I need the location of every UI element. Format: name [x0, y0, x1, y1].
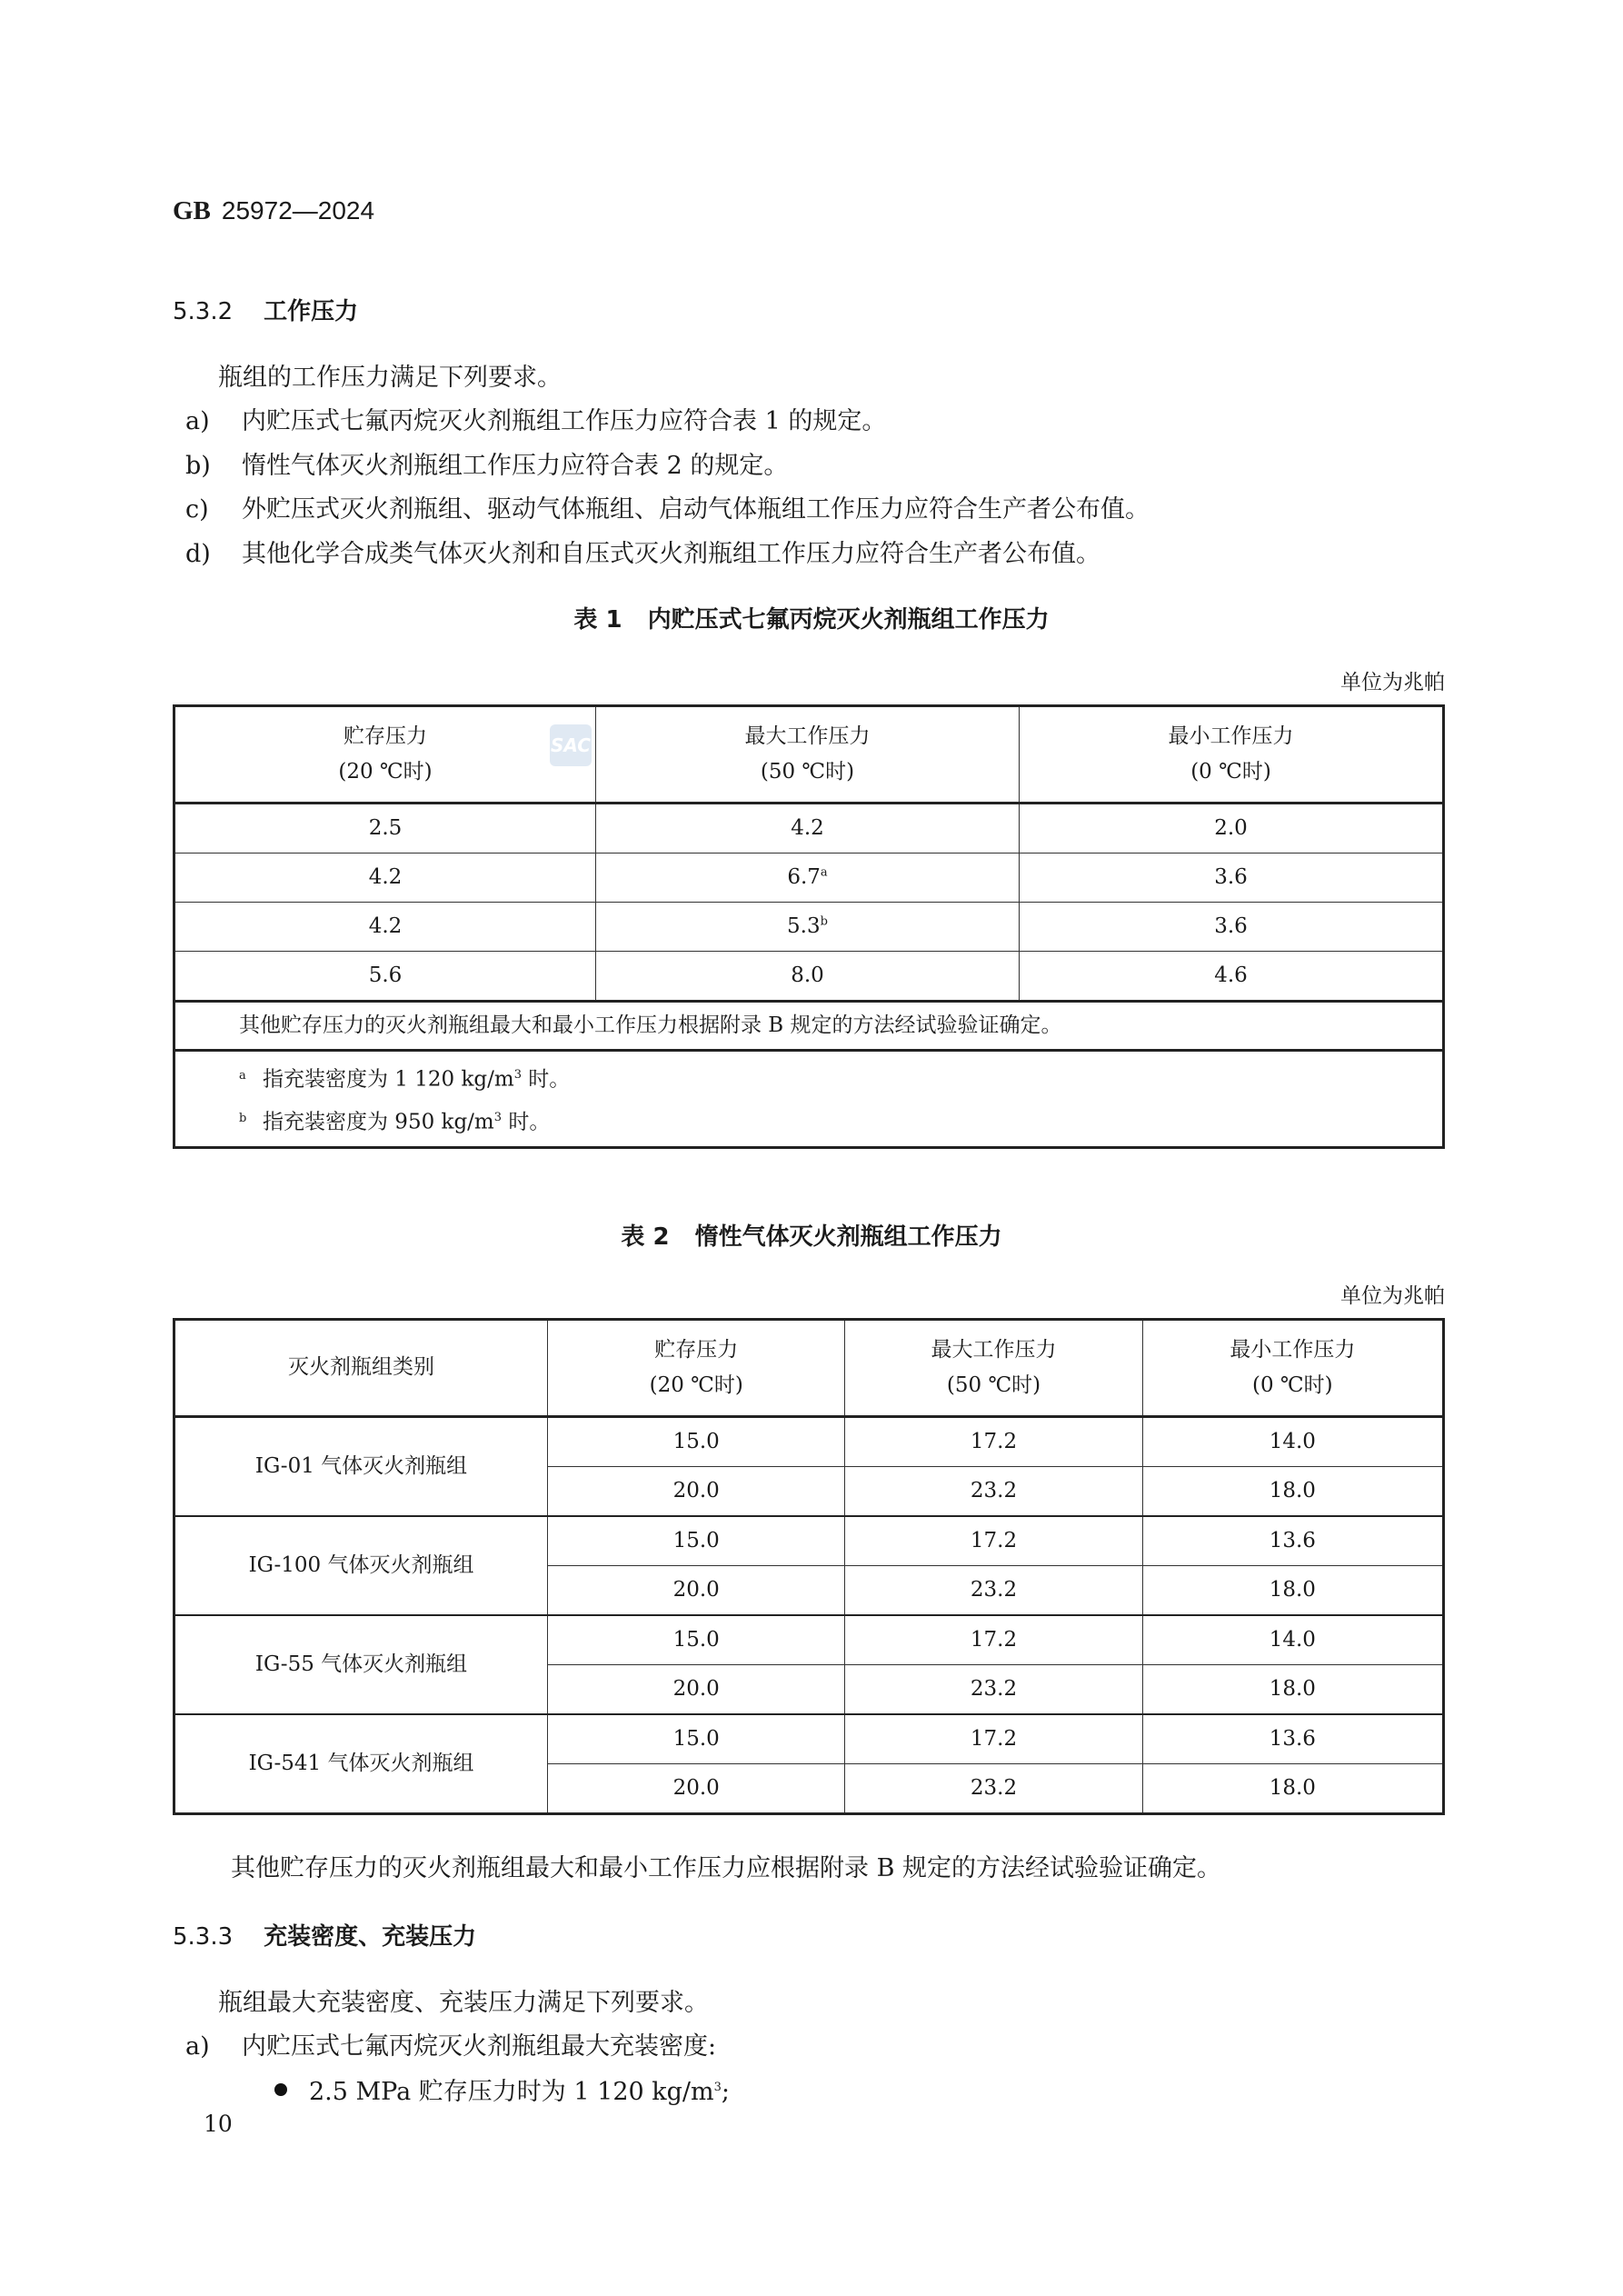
cell-storage: 20.0	[548, 1665, 845, 1715]
section-heading-533	[173, 1918, 476, 1952]
cell-min: 3.6	[1020, 854, 1444, 903]
header-cell	[1020, 706, 1444, 804]
footnote	[239, 1099, 1442, 1142]
standard-prefix: GB	[173, 196, 211, 225]
footnote	[239, 1056, 1442, 1099]
list-marker: a)	[185, 2032, 210, 2061]
header-line: 贮存压力	[654, 1337, 739, 1362]
table-row	[174, 804, 1444, 854]
group-name: IG-01 气体灭火剂瓶组	[174, 1417, 548, 1517]
cell-min: 2.0	[1020, 804, 1444, 854]
section-heading-532	[173, 293, 358, 326]
header-cell	[174, 706, 596, 804]
cell-max: 23.2	[845, 1467, 1142, 1517]
footnote-text: 指充装密度为 950 kg/m	[263, 1110, 494, 1134]
bullet-tail: ;	[721, 2078, 730, 2106]
cell-min: 18.0	[1142, 1467, 1443, 1517]
cell-storage: 20.0	[548, 1764, 845, 1814]
section-intro: 瓶组的工作压力满足下列要求。	[218, 364, 562, 392]
cell-storage: 4.2	[174, 854, 596, 903]
table1-number: 表 1	[573, 606, 622, 634]
header-line: 最小工作压力	[1168, 724, 1294, 748]
cell-max: 17.2	[845, 1417, 1142, 1467]
cell-min: 3.6	[1020, 903, 1444, 952]
table-row	[174, 1615, 1444, 1665]
superscript: 3	[493, 1111, 503, 1124]
bullet-icon	[274, 2083, 287, 2096]
section-number: 5.3.3	[173, 1923, 234, 1951]
cell-max: 23.2	[845, 1764, 1142, 1814]
list-item	[185, 401, 886, 436]
cell-max: 17.2	[845, 1516, 1142, 1566]
list-text: 其他化学合成类气体灭火剂和自压式灭火剂瓶组工作压力应符合生产者公布值。	[242, 540, 1100, 568]
bullet-text: 2.5 MPa 贮存压力时为 1 120 kg/m	[309, 2078, 714, 2106]
cell-storage: 20.0	[548, 1566, 845, 1616]
cell-storage: 15.0	[548, 1516, 845, 1566]
header-line: 灭火剂瓶组类别	[288, 1355, 435, 1380]
cell-value: 4.2	[791, 815, 824, 840]
header-line: 最大工作压力	[744, 724, 871, 748]
footnote-tail: 时。	[521, 1068, 571, 1092]
footnote-ref: a	[820, 865, 828, 880]
table-row	[174, 952, 1444, 1002]
table2-unit: 单位为兆帕	[1340, 1284, 1445, 1308]
footnote-tail: 时。	[502, 1110, 551, 1134]
cell-value: 5.3	[787, 913, 821, 938]
table-row	[174, 1417, 1444, 1467]
header-cell	[596, 706, 1020, 804]
superscript: 3	[713, 2081, 722, 2094]
table-row	[174, 854, 1444, 903]
header-line: 最大工作压力	[931, 1337, 1057, 1362]
cell-min: 14.0	[1142, 1417, 1443, 1467]
cell-storage: 15.0	[548, 1615, 845, 1665]
table2-header-row	[174, 1320, 1444, 1417]
list-text: 惰性气体灭火剂瓶组工作压力应符合表 2 的规定。	[242, 452, 789, 480]
cell-max: 17.2	[845, 1615, 1142, 1665]
cell-min: 13.6	[1142, 1516, 1443, 1566]
header-line: (20 ℃时)	[649, 1373, 743, 1397]
cell-max: 23.2	[845, 1665, 1142, 1715]
table2-caption: 惰性气体灭火剂瓶组工作压力	[694, 1223, 1002, 1251]
cell-min: 14.0	[1142, 1615, 1443, 1665]
cell-storage: 20.0	[548, 1467, 845, 1517]
table-row	[174, 903, 1444, 952]
cell-max: 23.2	[845, 1566, 1142, 1616]
list-item	[185, 2026, 716, 2061]
superscript: 3	[513, 1068, 522, 1083]
header-line: (50 ℃时)	[760, 760, 855, 784]
header-cell	[845, 1320, 1142, 1417]
table-row	[174, 1714, 1444, 1764]
header-line: (50 ℃时)	[946, 1373, 1041, 1397]
header-cell	[1142, 1320, 1443, 1417]
table-row	[174, 1516, 1444, 1566]
cell-max	[596, 952, 1020, 1002]
cell-value: 8.0	[791, 963, 824, 987]
table2-number: 表 2	[621, 1223, 670, 1251]
standard-number: 25972—2024	[221, 196, 375, 225]
list-text: 内贮压式七氟丙烷灭火剂瓶组最大充装密度:	[242, 2032, 717, 2061]
header-line: (0 ℃时)	[1252, 1373, 1333, 1397]
header-cell	[174, 1320, 548, 1417]
table1-unit: 单位为兆帕	[1340, 671, 1445, 694]
sac-watermark-logo: SAC	[550, 724, 592, 766]
header-line: (20 ℃时)	[338, 760, 433, 784]
cell-min: 18.0	[1142, 1665, 1443, 1715]
list-marker: c)	[185, 495, 209, 524]
footnote-text: 指充装密度为 1 120 kg/m	[263, 1068, 514, 1092]
section-title: 工作压力	[264, 298, 359, 325]
cell-storage: 4.2	[174, 903, 596, 952]
cell-min: 13.6	[1142, 1714, 1443, 1764]
standard-code	[173, 196, 374, 226]
header-line: 最小工作压力	[1230, 1337, 1356, 1362]
table1-note-row	[174, 1002, 1444, 1051]
list-item	[185, 489, 1150, 524]
header-line: 贮存压力	[344, 724, 427, 748]
group-name: IG-55 气体灭火剂瓶组	[174, 1615, 548, 1714]
table1-header-row	[174, 706, 1444, 804]
list-marker: d)	[185, 540, 211, 568]
group-name: IG-100 气体灭火剂瓶组	[174, 1516, 548, 1615]
list-marker: a)	[185, 407, 210, 435]
cell-max: 17.2	[845, 1714, 1142, 1764]
list-text: 外贮压式灭火剂瓶组、驱动气体瓶组、启动气体瓶组工作压力应符合生产者公布值。	[242, 495, 1150, 524]
list-item	[185, 445, 788, 481]
group-name: IG-541 气体灭火剂瓶组	[174, 1714, 548, 1814]
table2-note-paragraph: 其他贮存压力的灭火剂瓶组最大和最小工作压力应根据附录 B 规定的方法经试验验证确定。	[231, 1854, 1222, 1882]
header-line: (0 ℃时)	[1190, 760, 1271, 784]
table1-title	[0, 601, 1623, 634]
table1-footnotes	[174, 1051, 1444, 1148]
cell-max	[596, 854, 1020, 903]
cell-max	[596, 804, 1020, 854]
cell-storage: 15.0	[548, 1417, 845, 1467]
table2	[173, 1318, 1445, 1815]
cell-min: 18.0	[1142, 1764, 1443, 1814]
list-item	[185, 534, 1100, 569]
section-title: 充装密度、充装压力	[264, 1923, 477, 1951]
cell-max	[596, 903, 1020, 952]
bullet-item	[274, 2071, 730, 2107]
cell-min: 18.0	[1142, 1566, 1443, 1616]
cell-min: 4.6	[1020, 952, 1444, 1002]
table1-caption: 内贮压式七氟丙烷灭火剂瓶组工作压力	[647, 606, 1050, 634]
footnote-mark: b	[239, 1111, 247, 1125]
cell-storage: 15.0	[548, 1714, 845, 1764]
section-intro: 瓶组最大充装密度、充装压力满足下列要求。	[218, 1989, 709, 2017]
section-number: 5.3.2	[173, 298, 234, 325]
page-number: 10	[204, 2111, 233, 2137]
cell-value: 6.7	[787, 864, 821, 889]
cell-storage: 2.5	[174, 804, 596, 854]
list-text: 内贮压式七氟丙烷灭火剂瓶组工作压力应符合表 1 的规定。	[242, 407, 887, 435]
table1-note: 其他贮存压力的灭火剂瓶组最大和最小工作压力根据附录 B 规定的方法经试验验证确定。	[174, 1002, 1444, 1051]
table1	[173, 704, 1445, 1149]
table2-title	[0, 1218, 1623, 1252]
list-marker: b)	[185, 452, 211, 480]
cell-storage: 5.6	[174, 952, 596, 1002]
footnote-ref: b	[820, 914, 828, 929]
footnote-mark: a	[239, 1069, 246, 1083]
table1-footnotes-row	[174, 1051, 1444, 1148]
header-cell	[548, 1320, 845, 1417]
